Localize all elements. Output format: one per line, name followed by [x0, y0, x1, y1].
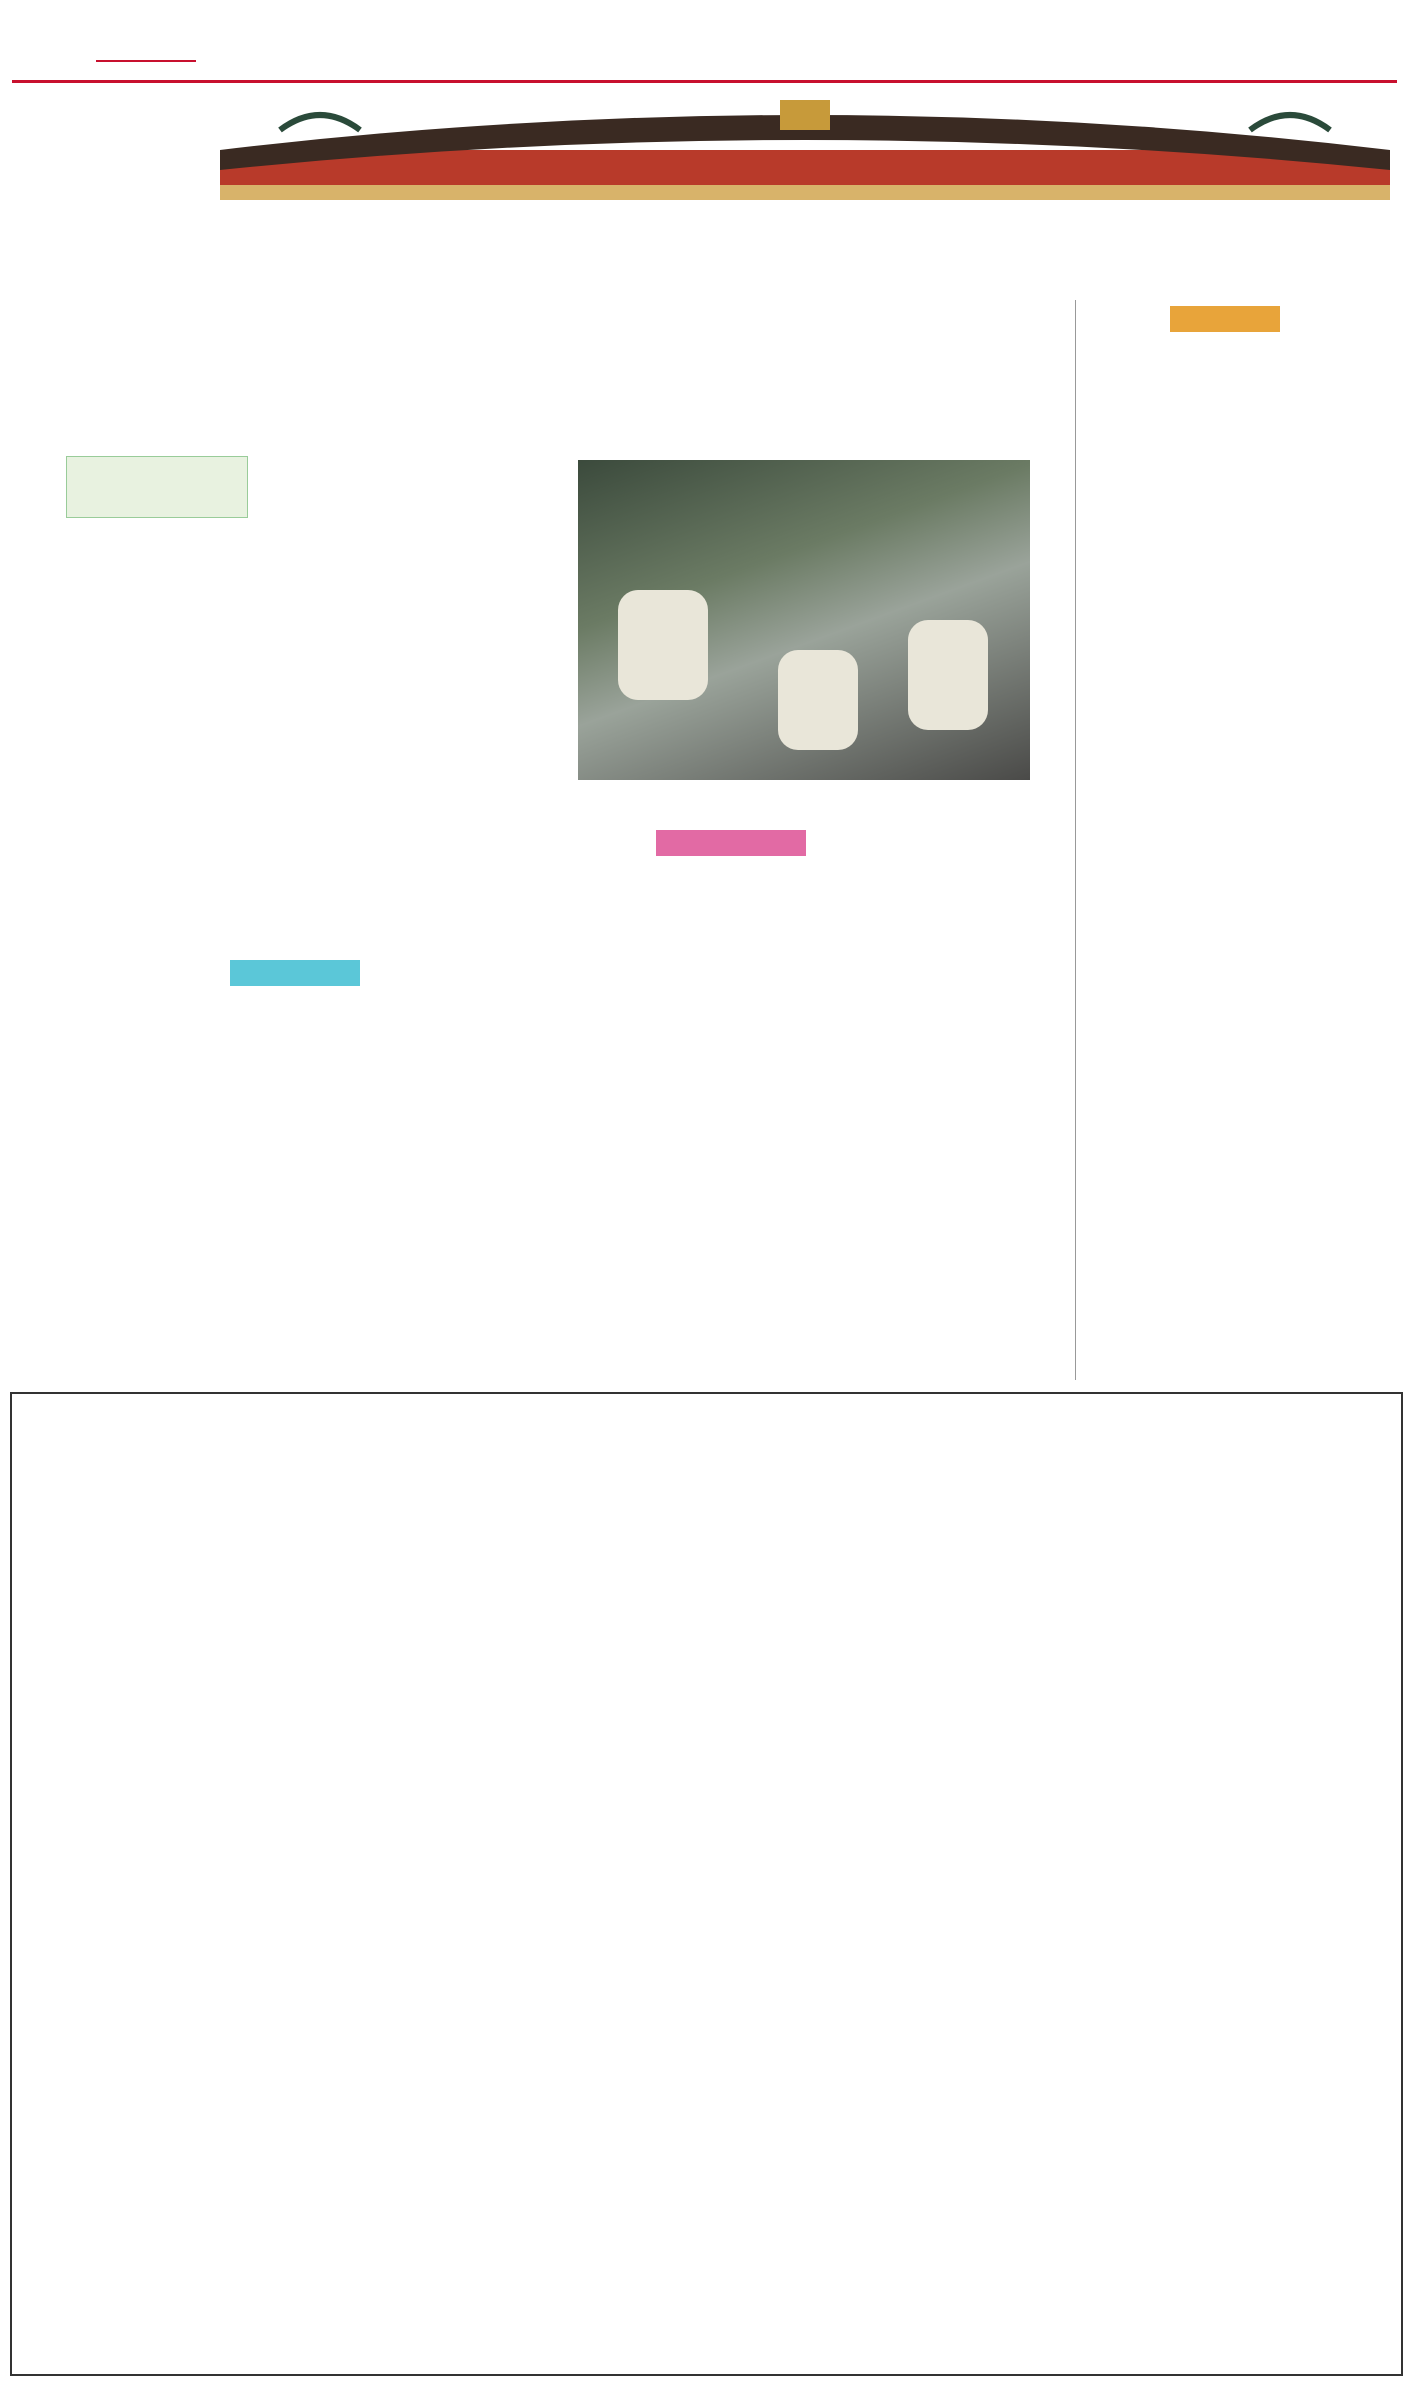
section-bar [230, 960, 360, 986]
section-bar [656, 830, 806, 856]
section-bar [1170, 306, 1280, 332]
header-rule [12, 80, 1397, 83]
header-meta [1110, 18, 1123, 54]
news-photo [578, 460, 1030, 780]
subsection-name [96, 60, 196, 62]
column-divider [1075, 300, 1076, 1380]
cemetery-logo [66, 456, 248, 518]
roof-banner-image [220, 90, 1390, 200]
classified-ads [10, 1392, 1403, 2376]
